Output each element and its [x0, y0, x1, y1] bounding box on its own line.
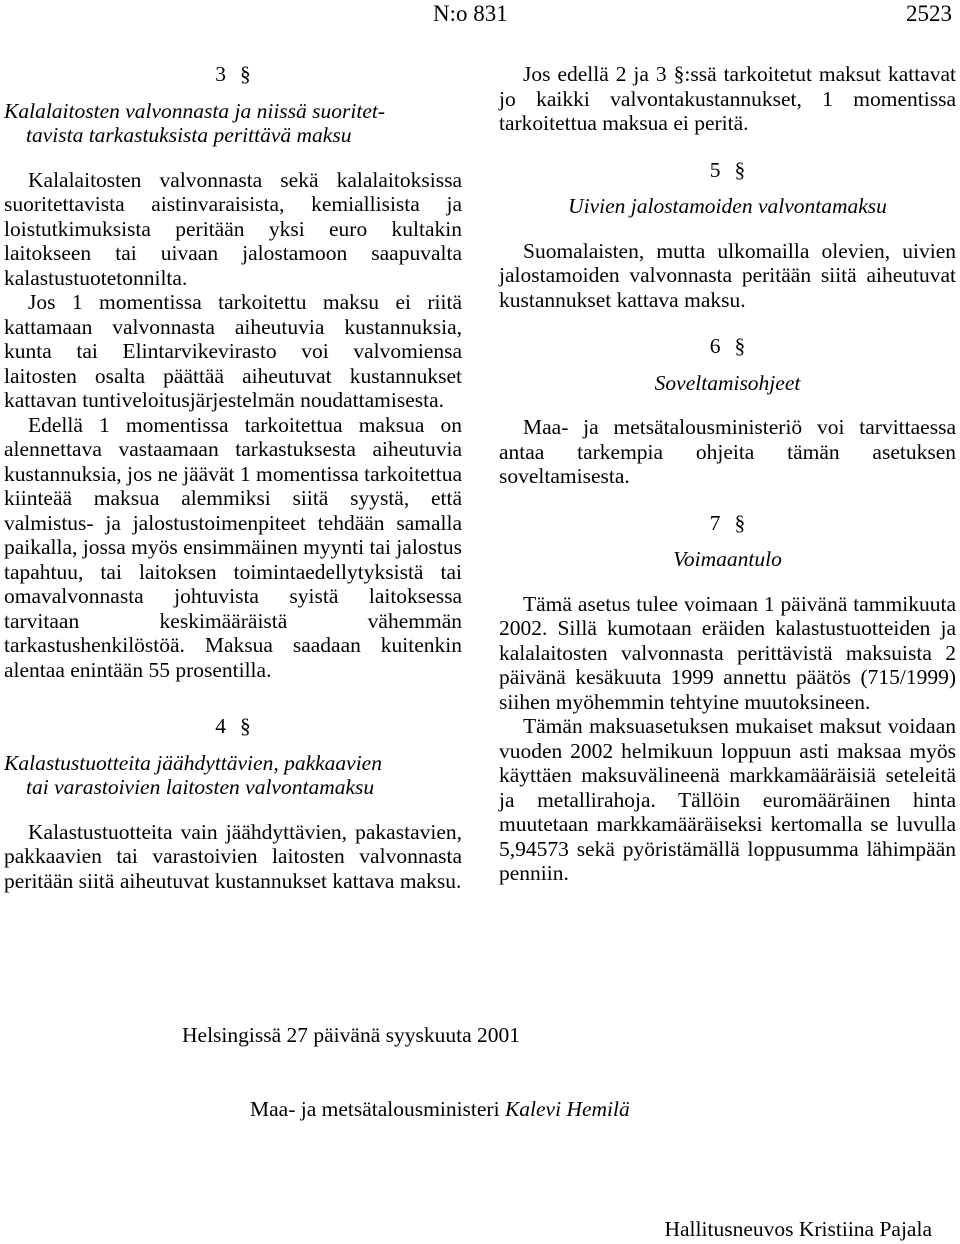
section-6-paragraph-1: Maa- ja metsätalousministeriö voi tarvittaessa antaa tarkempia ohjeita tämän asetuksen soveltamisesta.	[499, 415, 956, 488]
left-column	[4, 62, 462, 893]
page-number: 2523	[906, 1, 952, 26]
section-4-number: 4 §	[215, 714, 251, 738]
intro-paragraph: Jos edellä 2 ja 3 §:ssä tarkoitetut maksut kattavat jo kaikki valvontakustannukset, 1 momentissa tarkoitettua maksua ei peritä.	[499, 62, 956, 135]
section-6-heading: Soveltamisohjeet	[654, 370, 801, 395]
section-3-paragraph-2: Jos 1 momentissa tarkoitettu maksu ei riitä kattamaan valvonnasta aiheutuvia kustannuksia, kunta tai Elintarvikevirasto voi valvomiensa laitosten osalta päättää aiheutuvat kustannukset kattavan tuntiveloitusjärjestelmän noudattamisesta.	[4, 290, 462, 412]
signing-date: Helsingissä 27 päivänä syyskuuta 2001	[182, 1023, 520, 1047]
counsel-signature: Hallitusneuvos Kristiina Pajala	[664, 1217, 932, 1241]
minister-name: Kalevi Hemilä	[504, 1097, 630, 1121]
section-3-number: 3 §	[215, 62, 251, 86]
right-column	[499, 62, 956, 886]
section-3-paragraph-3: Edellä 1 momentissa tarkoitettua maksua on alennettava vastaamaan tarkastuksesta aiheutuvia kustannuksia, jos ne jäävät 1 momentissa tarkoitettua kiinteää maksua alemmiksi siitä syystä, että valmistus- ja jalostustoimenpiteet tehdään samalla paikalla, jossa myös ensimmäinen myynti tai jalostus tapahtuu, tai laitoksen toimintaedellytyksistä tai omavalvonnasta johtuvista syistä laitoksessa tarvitaan keskimääräistä vähemmän tarkastushenkilöstöä. Maksua saadaan kuitenkin alentaa enintään 55 prosentilla.	[4, 412, 463, 682]
section-5-number: 5 §	[709, 157, 746, 182]
section-3-heading: Kalalaitosten valvonnasta ja niissä suoritet- tavista tarkastuksista perittävä maksu	[4, 98, 386, 147]
section-5-heading: Uivien jalostamoiden valvontamaksu	[568, 194, 887, 218]
section-5-paragraph-1: Suomalaisten, mutta ulkomailla olevien, uivien jalostamoiden valvonnasta peritään siitä aiheutuvat kustannukset kattava maksu.	[499, 238, 956, 312]
section-6-number: 6 §	[709, 334, 746, 358]
section-3-paragraph-1: Kalalaitosten valvonnasta sekä kalalaitoksissa suoritettavista aistinvaraisista, kemiallisista ja loistutkimuksista peritään yksi euro kultakin laitokseen tai uivaan jalostamoon saapuvalta kalastustuotetonnilta.	[4, 167, 462, 290]
section-7-heading: Voimaantulo	[673, 547, 782, 571]
section-4-heading: Kalastustuotteita jäähdyttävien, pakkaavien tai varastoivien laitosten valvontamaksu	[4, 750, 382, 799]
minister-title: Maa- ja metsätalousministeri	[250, 1097, 500, 1121]
section-7-number: 7 §	[709, 510, 746, 535]
section-7-paragraph-1: Tämä asetus tulee voimaan 1 päivänä tammikuuta 2002. Sillä kumotaan eräiden kalastustuotteiden ja kalalaitosten valvonnasta perittävistä maksuista 2 päivänä kesäkuuta 1999 annettu päätös (715/1999) siihen myöhemmin tehtyine muutoksineen.	[499, 591, 956, 714]
section-7-paragraph-2: Tämän maksuasetuksen mukaiset maksut voidaan vuoden 2002 helmikuun loppuun asti maksaa myös käyttäen maksuvälineenä markkamääräisiä seteleitä ja metallirahoja. Tällöin euromääräinen hinta muutetaan markkamääräiseksi kertomalla se luvulla 5,94573 sekä pyöristämällä loppusumma lähimpään penniin.	[499, 714, 956, 885]
section-4-paragraph-1: Kalastustuotteita vain jäähdyttävien, pakastavien, pakkaavien tai varastoivien laitosten valvonnasta peritään siitä aiheutuvat kustannukset kattava maksu.	[4, 819, 462, 893]
minister-signature	[250, 1097, 630, 1122]
page-number-label: N:o 831	[433, 1, 508, 26]
